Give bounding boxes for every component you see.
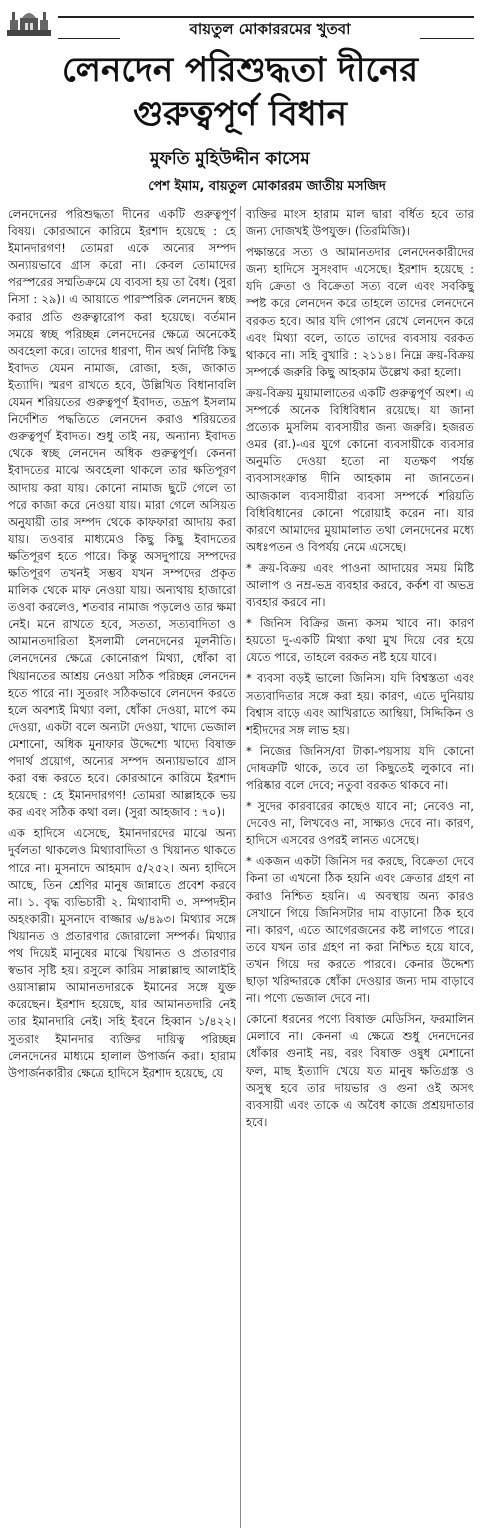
bullet-paragraph: * ব্যবসা বড়ই ভালো জিনিস। যদি বিশ্বস্ততা এবং সত্যবাদিতার সঙ্গে করা হয়। কারণ, এতে দুনিয়ায় বিশ্বাস বাড়ে এবং আখিরাতে আম্বিয়া, সিদ্দিকিন ও শহীদদের সঙ্গ লাভ হয়। bbox=[246, 671, 474, 737]
paragraph: কোনো ধরনের পণ্যে বিষাক্ত মেডিসিন, ফরমালিন মেলাবে না। কেননা এ ক্ষেত্রে শুধু দেনদেনের ধোঁকার গুনাই নয়, বরং বিষাক্ত ওষুধ মেশানো ফল, মাছ ইত্যাদি খেয়ে যত মানুষ ক্ষতিগ্রস্ত ও অসুস্থ হবে তার দায়ভার ও গুনা ওই অসৎ ব্যবসায়ী এবং তাকে এ অবৈধ কাজে প্রশ্রয়দাতার হবে। bbox=[246, 1012, 474, 1129]
paragraph: এক হাদিসে এসেছে, ইমানদারদের মাঝে অন্য দুর্বলতা থাকলেও মিথ্যাবাদিতা ও খিয়ানত থাকতে পারে না। মুসনাদে আহমাদ ৫/২৫২। অন্য হাদিসে আছে, তিন শ্রেণির মানুষ জান্নাতে প্রবেশ করবে না। ১. বৃদ্ধ ব্যভিচারী ২. মিথ্যাবাদী ৩. সম্পদহীন অহংকারী। মুসনাদে বাজ্জার ৬/৪৯৩। মিথ্যার সঙ্গে খিয়ানত ও প্রতারণার জোরালো সম্পর্ক। মিথ্যার পথ দিয়েই মানুষের মাঝে খিয়ানত ও প্রতারণার স্বভাব সৃষ্টি হয়। রসুলে কারিম সাল্লাল্লাহু আলাইহি ওয়াসাল্লাম আমানতদারকে ইমানের সঙ্গে যুক্ত করেছেন। ইরশাদ হয়েছে, যার আমানতদারি নেই তার ইমানদারি নেই। সহি ইবনে হিব্বান ১/৪২২। সুতরাং ইমানদার ব্যক্তির দায়িত্ব পরিচ্ছন্ন লেনদেনের মাধ্যমে হালাল উপার্জন করা। হারাম উপার্জনকারীর ক্ষেত্রে হাদিসে ইরশাদ হয়েছে, যে bbox=[8, 826, 236, 1080]
author-name: মুফতি মুহিউদ্দীন কাসেম bbox=[150, 149, 310, 169]
header-rule-top bbox=[58, 16, 474, 18]
article-headline bbox=[6, 48, 474, 136]
paragraph: ক্রয়-বিক্রয় মুয়ামালাতের একটি গুরুত্বপূর্ণ অংশ। এ সম্পর্কে অনেক বিধিবিধান রয়েছে। যা জানা প্রত্যেক মুসলিম ব্যবসায়ীর জন্য জরুরি। হজরত ওমর (রা.)-এর যুগে কোনো ব্যবসায়ীকে ব্যবসার অনুমতি দেওয়া হতো না যতক্ষণ পর্যন্ত ব্যবসাসংক্রান্ত দীনি আহকাম না জানতেন। আজকাল ব্যবসায়ীরা ব্যবসা সম্পর্কে শরিয়তি বিধিবিধানের কোনো পরোয়াই করেন না। যার কারণে আমাদের মুয়ামালাত তথা লেনদেনের মধ্যে অধঃপতন ও বিপর্যয় নেমে এসেছে। bbox=[246, 385, 474, 554]
bullet-paragraph: * সুদের কারবারের কাছেও যাবে না; নেবেও না, দেবেও না, লিখবেও না, সাক্ষ্যও দেবে না। কারণ, হাদিসে এসবের ওপরই লানত এসেছে। bbox=[246, 799, 474, 848]
headline-line-2: গুরুত্বপূর্ণ বিধান bbox=[133, 94, 347, 134]
paragraph: ব্যক্তির মাংস হারাম মাল দ্বারা বর্ধিত হবে তার জন্য দোজখই উপযুক্ত। (তিরমিজি)। bbox=[246, 207, 474, 239]
bullet-paragraph: * নিজের জিনিস/বা টাকা-পয়সায় যদি কোনো দোষত্রুটি থাকে, তবে তা কিছুতেই লুকাবে না। পরিষ্কার বলে দেবে; নতুবা বরকত থাকবে না। bbox=[246, 743, 474, 792]
paragraph: পক্ষান্তরে সত্য ও আমানতদার লেনদেনকারীদের জন্য হাদিসে সুসংবাদ এসেছে। ইরশাদ হয়েছে : যদি ক্রেতা ও বিক্রেতা সত্য বলে এবং সবকিছু স্পষ্ট করে লেনদেন করে তাহলে তাদের লেনদেনে বরকত হবে। আর যদি গোপন রেখে লেনদেন করে এবং মিথ্যা বলে, তাতে তাদের ব্যবসায় বরকত থাকবে না। সহি বুখারি : ২১১৪। নিম্নে ক্রয়-বিক্রয় সম্পর্কে জরুরি কিছু আহকাম উল্লেখ করা হলো। bbox=[246, 245, 474, 379]
section-header bbox=[0, 0, 480, 44]
mosque-logo-icon bbox=[6, 6, 52, 38]
body-column-right bbox=[246, 206, 474, 1532]
bullet-paragraph: * ক্রয়-বিক্রয় এবং পাওনা আদায়ের সময় মিষ্টি আলাপ ও নম্র-ভদ্র ব্যবহার করবে, কর্কশ বা অভদ্র ব্যবহার করবে না। bbox=[246, 560, 474, 610]
bullet-paragraph: * একজন একটা জিনিস দর করছে, বিক্রেতা দেবে কিনা তা এখনো ঠিক হয়নি এবং ক্রেতার গ্রহণ না করাও নিশ্চিত হয়নি। এ অবস্থায় অন্য কারও সেখানে গিয়ে জিনিসটার দাম বাড়ানো ঠিক হবে না। কারণ, এতে আগেরজনের কষ্ট লাগতে পারে। তবে যখন তার গ্রহণ না করা নিশ্চিত হয়ে যাবে, তখন গিয়ে দর করতে পারবে। কেনার উদ্দেশ্য ছাড়া খরিদ্দারকে ধোঁকা দেওয়ার জন্য দাম বাড়াবে না। পণ্যে ভেজাল দেবে না। bbox=[246, 854, 474, 1006]
author-role: পেশ ইমাম, বায়তুল মোকাররম জাতীয় মসজিদ bbox=[148, 179, 386, 194]
bullet-paragraph: * জিনিস বিক্রির জন্য কসম খাবে না। কারণ হয়তো দু-একটি মিথ্যা কথা মুখ দিয়ে বের হয়ে যেতে পারে, তাহলে বরকত নষ্ট হয়ে যাবে। bbox=[246, 616, 474, 665]
body-column-left bbox=[8, 206, 236, 1532]
section-label: বায়তুল মোকাররমের খুতবা bbox=[120, 19, 420, 39]
headline-line-1: লেনদেন পরিশুদ্ধতা দীনের bbox=[61, 50, 419, 90]
column-divider bbox=[240, 206, 241, 1528]
paragraph: লেনদেনের পরিশুদ্ধতা দীনের একটি গুরুত্বপূর্ণ বিষয়। কোরআনে কারিমে ইরশাদ হয়েছে : হে ইমানদারগণ! তোমরা একে অন্যের সম্পদ অন্যায়ভাবে গ্রাস করো না। কেবল তোমাদের পরস্পরের সম্মতিক্রমে যে ব্যবসা হয় তা বৈধ। (সুরা নিসা : ২৯)। এ আয়াতে পারস্পরিক লেনদেন স্বচ্ছ করার প্রতি গুরুত্বারোপ করা হয়েছে। বর্তমান সময়ে স্বচ্ছ পরিচ্ছন্ন লেনদেনের ক্ষেত্রে অনেকেই অবহেলা করে। তাদের ধারণা, দীন অর্থ নির্দিষ্ট কিছু ইবাদত যেমন নামাজ, রোজা, হজ, জাকাত ইত্যাদি। স্মরণ রাখতে হবে, উল্লিখিত বিধানাবলি যেমন শরিয়তের গুরুত্বপূর্ণ ইবাদত, তদ্রূপ ইসলাম নির্দেশিত পদ্ধতিতে লেনদেন করাও শরিয়তের গুরুত্বপূর্ণ ইবাদত। শুধু তাই নয়, অন্যান্য ইবাদত থেকে স্বচ্ছ লেনদেন অধিক গুরুত্বপূর্ণ। কেননা ইবাদতের মাঝে অবহেলা থাকলে তার ক্ষতিপূরণ আদায় করা যায়। কোনো নামাজ ছুটে গেলে তা পরে কাজা করে নেওয়া যায়। মারা গেলে অসিয়ত অনুযায়ী তার সম্পদ থেকে কাফফারা আদায় করা যায়। তওবার মাধ্যমেও কিছু কিছু ইবাদতের ক্ষতিপূরণ হতে পারে। কিন্তু অসদুপায়ে সম্পদের ক্ষতিপূরণ তখনই সম্ভব যখন সম্পদের প্রকৃত মালিক থেকে মাফ নেওয়া যায়। অন্যথায় হাজারো তওবা করলেও, শতবার নামাজ পড়লেও তার ক্ষমা নেই। মনে রাখতে হবে, সততা, সত্যবাদিতা ও আমানতদারিতা ইসলামী লেনদেনের মূলনীতি। লেনদেনের ক্ষেত্রে কোনোরূপ মিথ্যা, ধোঁকা বা খিয়ানতের আশ্রয় নেওয়া সঠিক পরিচ্ছন্ন লেনদেন হতে পারে না। সুতরাং সঠিকভাবে লেনদেন করতে হলে অবশ্যই মিথ্যা বলা, ধোঁকা দেওয়া, মাপে কম দেওয়া, একটা বলে অন্যটা দেওয়া, খাদ্যে ভেজাল মেশানো, অধিক মুনাফার উদ্দেশ্যে খাদ্যে বিষাক্ত পদার্থ প্রয়োগ, অন্যের সম্পদ অন্যায়ভাবে গ্রাস করা বন্ধ করতে হবে। কোরআনে কারিমে ইরশাদ হয়েছে : হে ইমানদারগণ! তোমরা আল্লাহকে ভয় কর এবং সঠিক কথা বল। (সুরা আহজাব : ৭০)। bbox=[8, 207, 236, 820]
